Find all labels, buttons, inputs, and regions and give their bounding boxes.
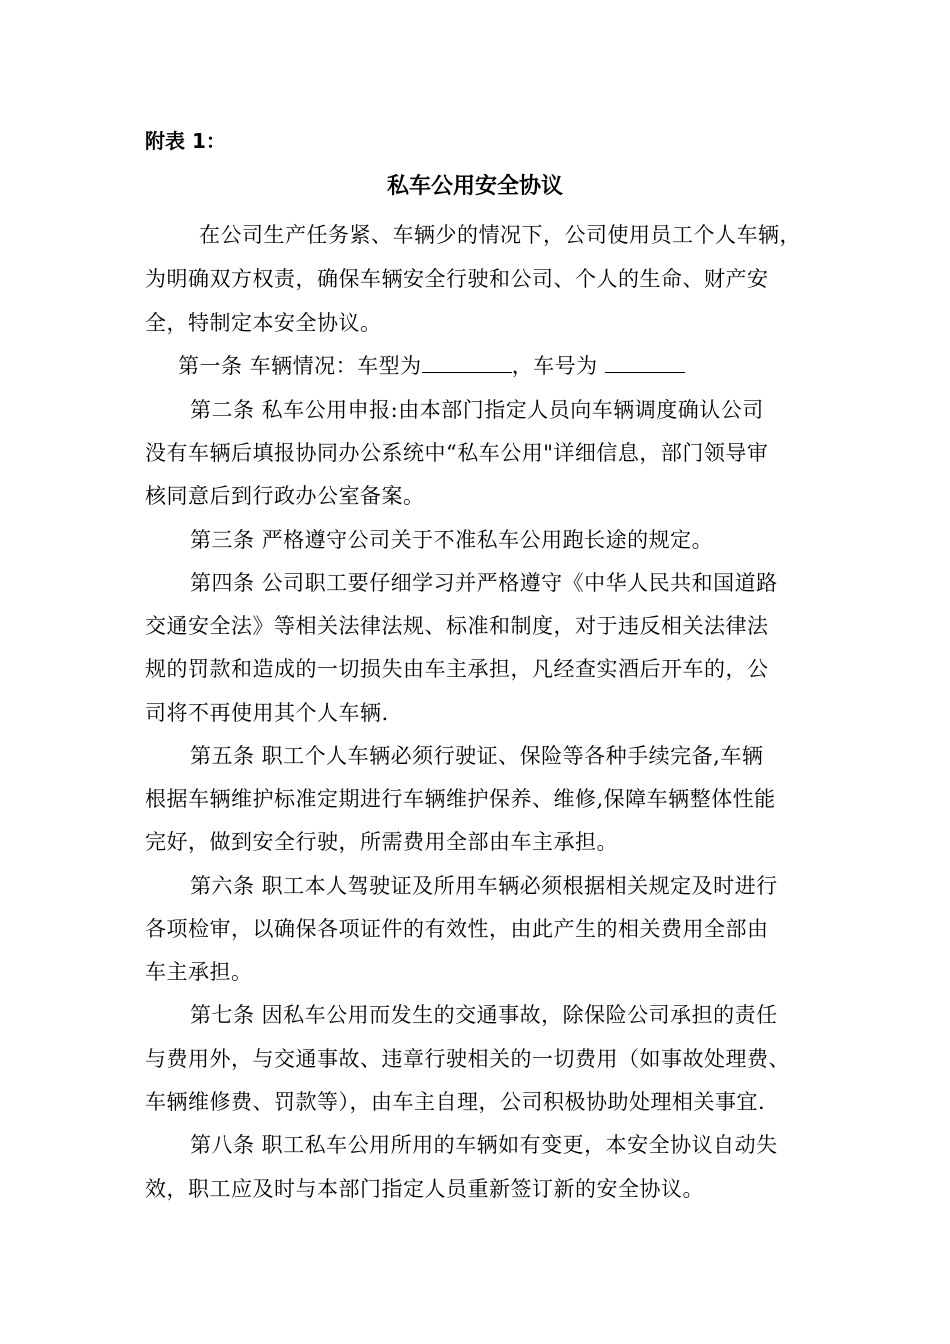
- article-2-line-1: 第二条 私车公用申报:由本部门指定人员向车辆调度确认公司: [190, 398, 764, 422]
- article-6-line-3: 车主承担。: [145, 960, 253, 984]
- article-2-line-2: 没有车辆后填报协同办公系统中“私车公用"详细信息，部门领导审: [145, 441, 769, 465]
- article-5-line-2: 根据车辆维护标准定期进行车辆维护保养、维修,保障车辆整体性能: [145, 787, 776, 811]
- intro-line-1: 在公司生产任务紧、车辆少的情况下，公司使用员工个人车辆，: [199, 223, 801, 247]
- article-3-line-1: 第三条 严格遵守公司关于不准私车公用跑长途的规定。: [190, 528, 714, 552]
- vehicle-model-blank: [422, 352, 512, 373]
- article-7-line-2: 与费用外，与交通事故、违章行驶相关的一切费用（如事故处理费、: [145, 1047, 790, 1071]
- article-6-line-1: 第六条 职工本人驾驶证及所用车辆必须根据相关规定及时进行: [190, 874, 778, 898]
- article-5-line-1: 第五条 职工个人车辆必须行驶证、保险等各种手续完备,车辆: [190, 744, 764, 768]
- article-2-line-3: 核同意后到行政办公室备案。: [145, 484, 425, 508]
- article-8-line-1: 第八条 职工私车公用所用的车辆如有变更，本安全协议自动失: [190, 1133, 778, 1157]
- article-4-line-4: 司将不再使用其个人车辆.: [145, 701, 389, 725]
- article-7-line-1: 第七条 因私车公用而发生的交通事故，除保险公司承担的责任: [190, 1003, 778, 1027]
- article-4-line-2: 交通安全法》等相关法律法规、标准和制度，对于违反相关法律法: [145, 614, 769, 638]
- attachment-label: 附表 1：: [145, 129, 226, 153]
- plate-number-blank: [605, 352, 685, 373]
- article-8-line-2: 效，职工应及时与本部门指定人员重新签订新的安全协议。: [145, 1177, 704, 1201]
- article-5-line-3: 完好，做到安全行驶，所需费用全部由车主承担。: [145, 830, 618, 854]
- article-1-text: 第一条 车辆情况：车型为: [178, 354, 422, 378]
- article-4-line-1: 第四条 公司职工要仔细学习并严格遵守《中华人民共和国道路: [190, 571, 778, 595]
- article-4-line-3: 规的罚款和造成的一切损失由车主承担，凡经查实酒后开车的，公: [145, 657, 769, 681]
- article-7-line-3: 车辆维修费、罚款等），由车主自理，公司积极协助处理相关事宜.: [145, 1090, 766, 1114]
- document-title: 私车公用安全协议: [386, 174, 563, 199]
- article-1-mid: ，车号为: [511, 354, 605, 378]
- intro-line-2: 为明确双方权责，确保车辆安全行驶和公司、个人的生命、财产安: [145, 267, 769, 291]
- intro-line-3: 全，特制定本安全协议。: [145, 311, 382, 335]
- article-6-line-2: 各项检审，以确保各项证件的有效性，由此产生的相关费用全部由: [145, 917, 769, 941]
- article-1: [178, 352, 878, 380]
